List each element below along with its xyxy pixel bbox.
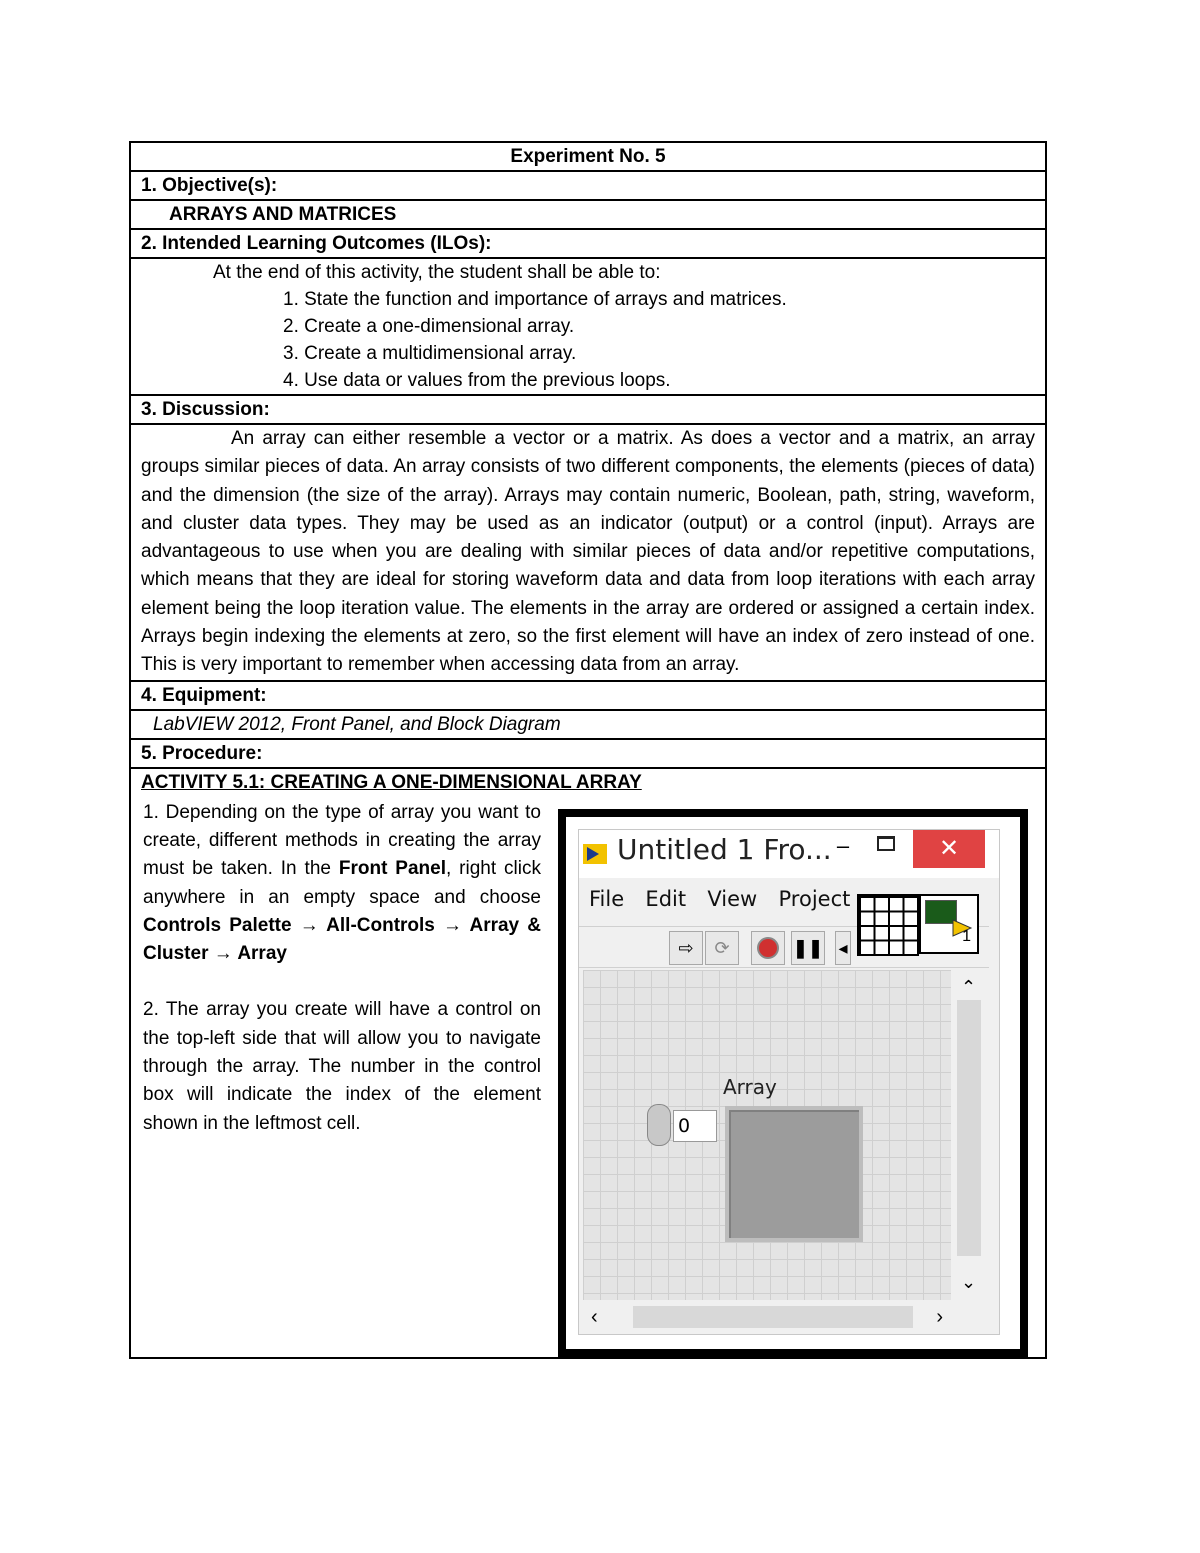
ilos-heading: 2. Intended Learning Outcomes (ILOs): [130,229,1046,258]
scroll-down-icon[interactable]: ⌄ [961,1271,977,1292]
maximize-button[interactable] [875,834,897,852]
minimize-button[interactable]: – [836,832,850,858]
toolbar-more-icon[interactable]: ◂ [835,931,851,965]
step1-front-panel: Front Panel [338,858,446,880]
objectives-text: ARRAYS AND MATRICES [130,200,1046,229]
array-element-cell[interactable] [725,1106,863,1242]
scroll-left-icon[interactable]: ‹ [591,1305,598,1328]
equipment-text: LabVIEW 2012, Front Panel, and Block Diagram [130,710,1046,739]
menu-file[interactable]: File [589,886,625,911]
maximize-icon [877,836,895,851]
close-button[interactable]: ✕ [913,830,985,868]
horizontal-scroll-thumb[interactable] [633,1306,913,1328]
discussion-body [130,424,1046,681]
menu-view[interactable]: View [707,886,758,911]
index-spinner-icon[interactable] [647,1104,671,1146]
ilo-item: 1. State the function and importance of arrays and matrices. [283,289,787,310]
vertical-scroll-thumb[interactable] [957,1000,981,1256]
labview-icon [583,844,607,864]
scroll-up-icon[interactable]: ⌃ [961,976,977,997]
step1-text-a: 1. Depending on the type of array you want to create, different methods in creating the array must be taken. In the [143,801,541,880]
array-label: Array [723,1074,777,1099]
procedure-heading: 5. Procedure: [130,739,1046,768]
menu-project[interactable]: Project [778,886,851,911]
vi-number: 1 [962,927,971,945]
ilo-item: 2. Create a one-dimensional array. [283,316,575,337]
procedure-step-2: 2. The array you create will have a control on the top-left side that will allow you to navigate through the array. The number in the control box will indicate the index of the element shown in the leftmost cell. [143,999,541,1134]
front-panel-canvas[interactable] [583,970,951,1300]
run-arrow-icon[interactable]: ⇨ [669,931,703,965]
abort-icon[interactable] [751,931,785,965]
experiment-table [129,141,1047,1359]
discussion-text: An array can either resemble a vector or a matrix. As does a vector and a matrix, an array groups similar pieces of data. An array consists of two different components, the elements (pieces of data) and the dimension (the size of the array). Arrays may contain numeric, Boolean, path, string, waveform, and cluster data types. They may be used as an indicator (output) or a control (input). Arrays are advantageous to use when you are dealing with similar pieces of data and/or repetitive computations, which means that they are ideal for storing waveform data and data from loop iterations with each array element being the loop iteration value. The elements in the array are ordered or assigned a certain index. Arrays begin indexing the elements at zero, so the first element will have an index of zero instead of one. This is very important to remember when accessing data from an array. [141,428,1035,676]
screenshot-frame [566,817,1020,1349]
menu-edit[interactable]: Edit [645,886,687,911]
document-sheet [129,141,1047,1359]
ilos-body [130,258,1046,395]
horizontal-scrollbar[interactable] [583,1302,953,1332]
vertical-scrollbar[interactable] [953,970,985,1300]
experiment-title: Experiment No. 5 [130,142,1046,171]
procedure-body [130,768,1046,1358]
menu-bar [589,886,869,922]
activity-title: ACTIVITY 5.1: CREATING A ONE-DIMENSIONAL ARRAY [141,771,642,793]
ilo-item: 3. Create a multidimensional array. [283,343,577,364]
connector-pane-icon[interactable] [857,894,919,956]
equipment-heading: 4. Equipment: [130,681,1046,710]
window-titlebar [579,830,999,878]
ilo-item: 4. Use data or values from the previous loops. [283,370,671,391]
ilos-intro: At the end of this activity, the student shall be able to: [213,262,661,283]
index-display[interactable]: 0 [673,1110,717,1142]
objectives-heading: 1. Objective(s): [130,171,1046,200]
scroll-right-icon[interactable]: › [936,1305,943,1328]
step1-menu-path: Controls Palette → All-Controls → Array & Cluster → Array [143,914,541,965]
discussion-heading: 3. Discussion: [130,395,1046,424]
procedure-steps [143,799,541,1166]
labview-screenshot [558,809,1028,1357]
window-title: Untitled 1 Fro... [617,832,832,866]
run-continuous-icon[interactable]: ⟳ [705,931,739,965]
vi-icon[interactable] [919,894,979,954]
pause-icon[interactable]: ❚❚ [791,931,825,965]
procedure-step-1 [143,799,541,969]
step1-text-c: , right click anywhere in an empty space and choose [143,858,541,908]
labview-window [578,829,1000,1335]
